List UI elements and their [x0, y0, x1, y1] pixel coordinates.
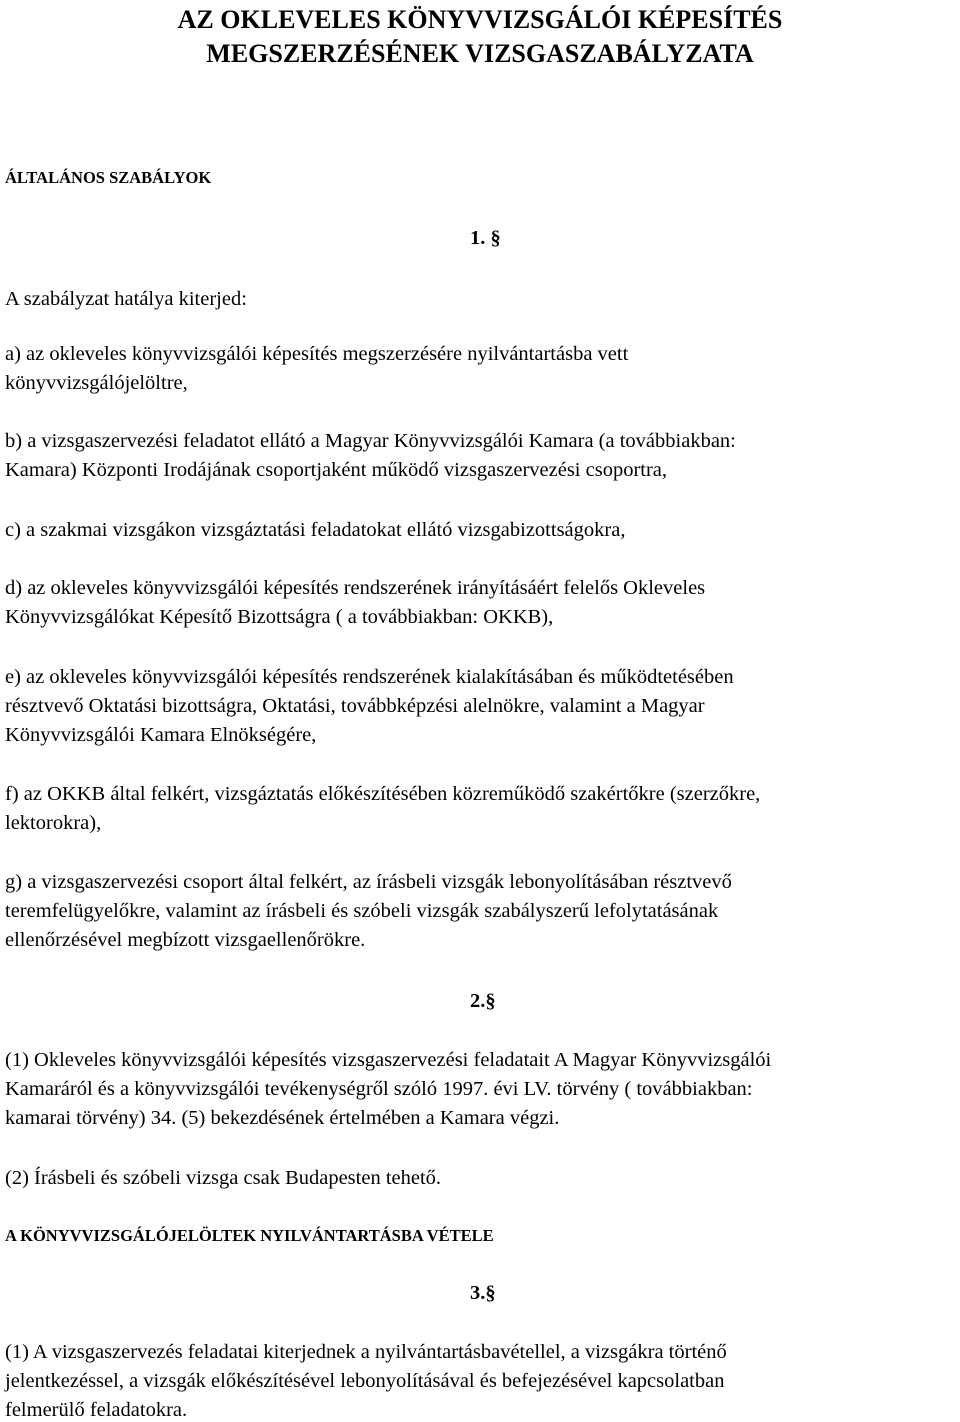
item-c-line-1: c) a szakmai vizsgákon vizsgáztatási feladatokat ellátó vizsgabizottságokra,	[5, 519, 626, 541]
item-g-line-2: teremfelügyelőkre, valamint az írásbeli és szóbeli vizsgák szabályszerű lefolytatásának	[5, 900, 719, 922]
section-2-para-1-line-2: Kamaráról és a könyvvizsgálói tevékenységről szóló 1997. évi LV. törvény ( továbbiakban:	[5, 1078, 753, 1100]
item-g-line-1: g) a vizsgaszervezési csoport által felkért, az írásbeli vizsgák lebonyolításában résztvevő	[5, 871, 732, 893]
item-e-line-2: résztvevő Oktatási bizottságra, Oktatási, továbbképzési alelnökre, valamint a Magyar	[5, 695, 705, 717]
section-2-para-2-line-1: (2) Írásbeli és szóbeli vizsga csak Budapesten tehető.	[5, 1167, 442, 1189]
section-sign-icon: §	[485, 227, 501, 249]
item-f-line-1: f) az OKKB által felkért, vizsgáztatás előkészítésében közreműködő szakértőkre (szerzőkre,	[5, 783, 761, 805]
item-d-line-2: Könyvvizsgálókat Képesítő Bizottságra ( a továbbiakban: OKKB),	[5, 606, 554, 628]
item-b-line-2: Kamara) Központi Irodájának csoportjaként működő vizsgaszervezési csoportra,	[5, 459, 668, 481]
section-2-number: 2.§	[470, 990, 496, 1012]
item-d-line-1: d) az okleveles könyvvizsgálói képesítés rendszerének irányításáért felelős Okleveles	[5, 577, 706, 599]
section-3-para-1-line-2: jelentkezéssel, a vizsgák előkészítésével lebonyolításával és befejezésével kapcsolatban	[5, 1370, 725, 1392]
heading-registration: A KÖNYVVIZSGÁLÓJELÖLTEK NYILVÁNTARTÁSBA VÉTELE	[5, 1226, 494, 1245]
section-2-para-1-line-1: (1) Okleveles könyvvizsgálói képesítés vizsgaszervezési feladatait A Magyar Könyvvizsgálói	[5, 1049, 772, 1071]
section-sign-icon: §	[485, 990, 496, 1012]
section-2-para-1-line-3: kamarai törvény) 34. (5) bekezdésének értelmében a Kamara végzi.	[5, 1107, 560, 1129]
item-b-line-1: b) a vizsgaszervezési feladatot ellátó a Magyar Könyvvizsgálói Kamara (a továbbiakban:	[5, 430, 736, 452]
heading-general-rules: ÁLTALÁNOS SZABÁLYOK	[5, 168, 212, 187]
section-sign-icon: §	[485, 1282, 496, 1304]
section-1-number: 1. §	[470, 227, 501, 249]
item-e-line-1: e) az okleveles könyvvizsgálói képesítés rendszerének kialakításában és működtetésében	[5, 666, 734, 688]
section-3-para-1-line-1: (1) A vizsgaszervezés feladatai kiterjednek a nyilvántartásbavétellel, a vizsgákra történő	[5, 1341, 727, 1363]
scope-intro: A szabályzat hatálya kiterjed:	[5, 288, 247, 310]
document-title-line-2: MEGSZERZÉSÉNEK VIZSGASZABÁLYZATA	[206, 39, 754, 68]
document-title-line-1: AZ OKLEVELES KÖNYVVIZSGÁLÓI KÉPESÍTÉS	[177, 5, 783, 34]
section-3-number: 3.§	[470, 1282, 496, 1304]
item-a-line-1: a) az okleveles könyvvizsgálói képesítés megszerzésére nyilvántartásba vett	[5, 343, 629, 365]
section-3-para-1-line-3: felmerülő feladatokra.	[5, 1399, 188, 1421]
item-e-line-3: Könyvvizsgálói Kamara Elnökségére,	[5, 724, 317, 746]
item-f-line-2: lektorokra),	[5, 812, 102, 834]
item-g-line-3: ellenőrzésével megbízott vizsgaellenőrökre.	[5, 929, 366, 951]
item-a-line-2: könyvvizsgálójelöltre,	[5, 372, 188, 394]
